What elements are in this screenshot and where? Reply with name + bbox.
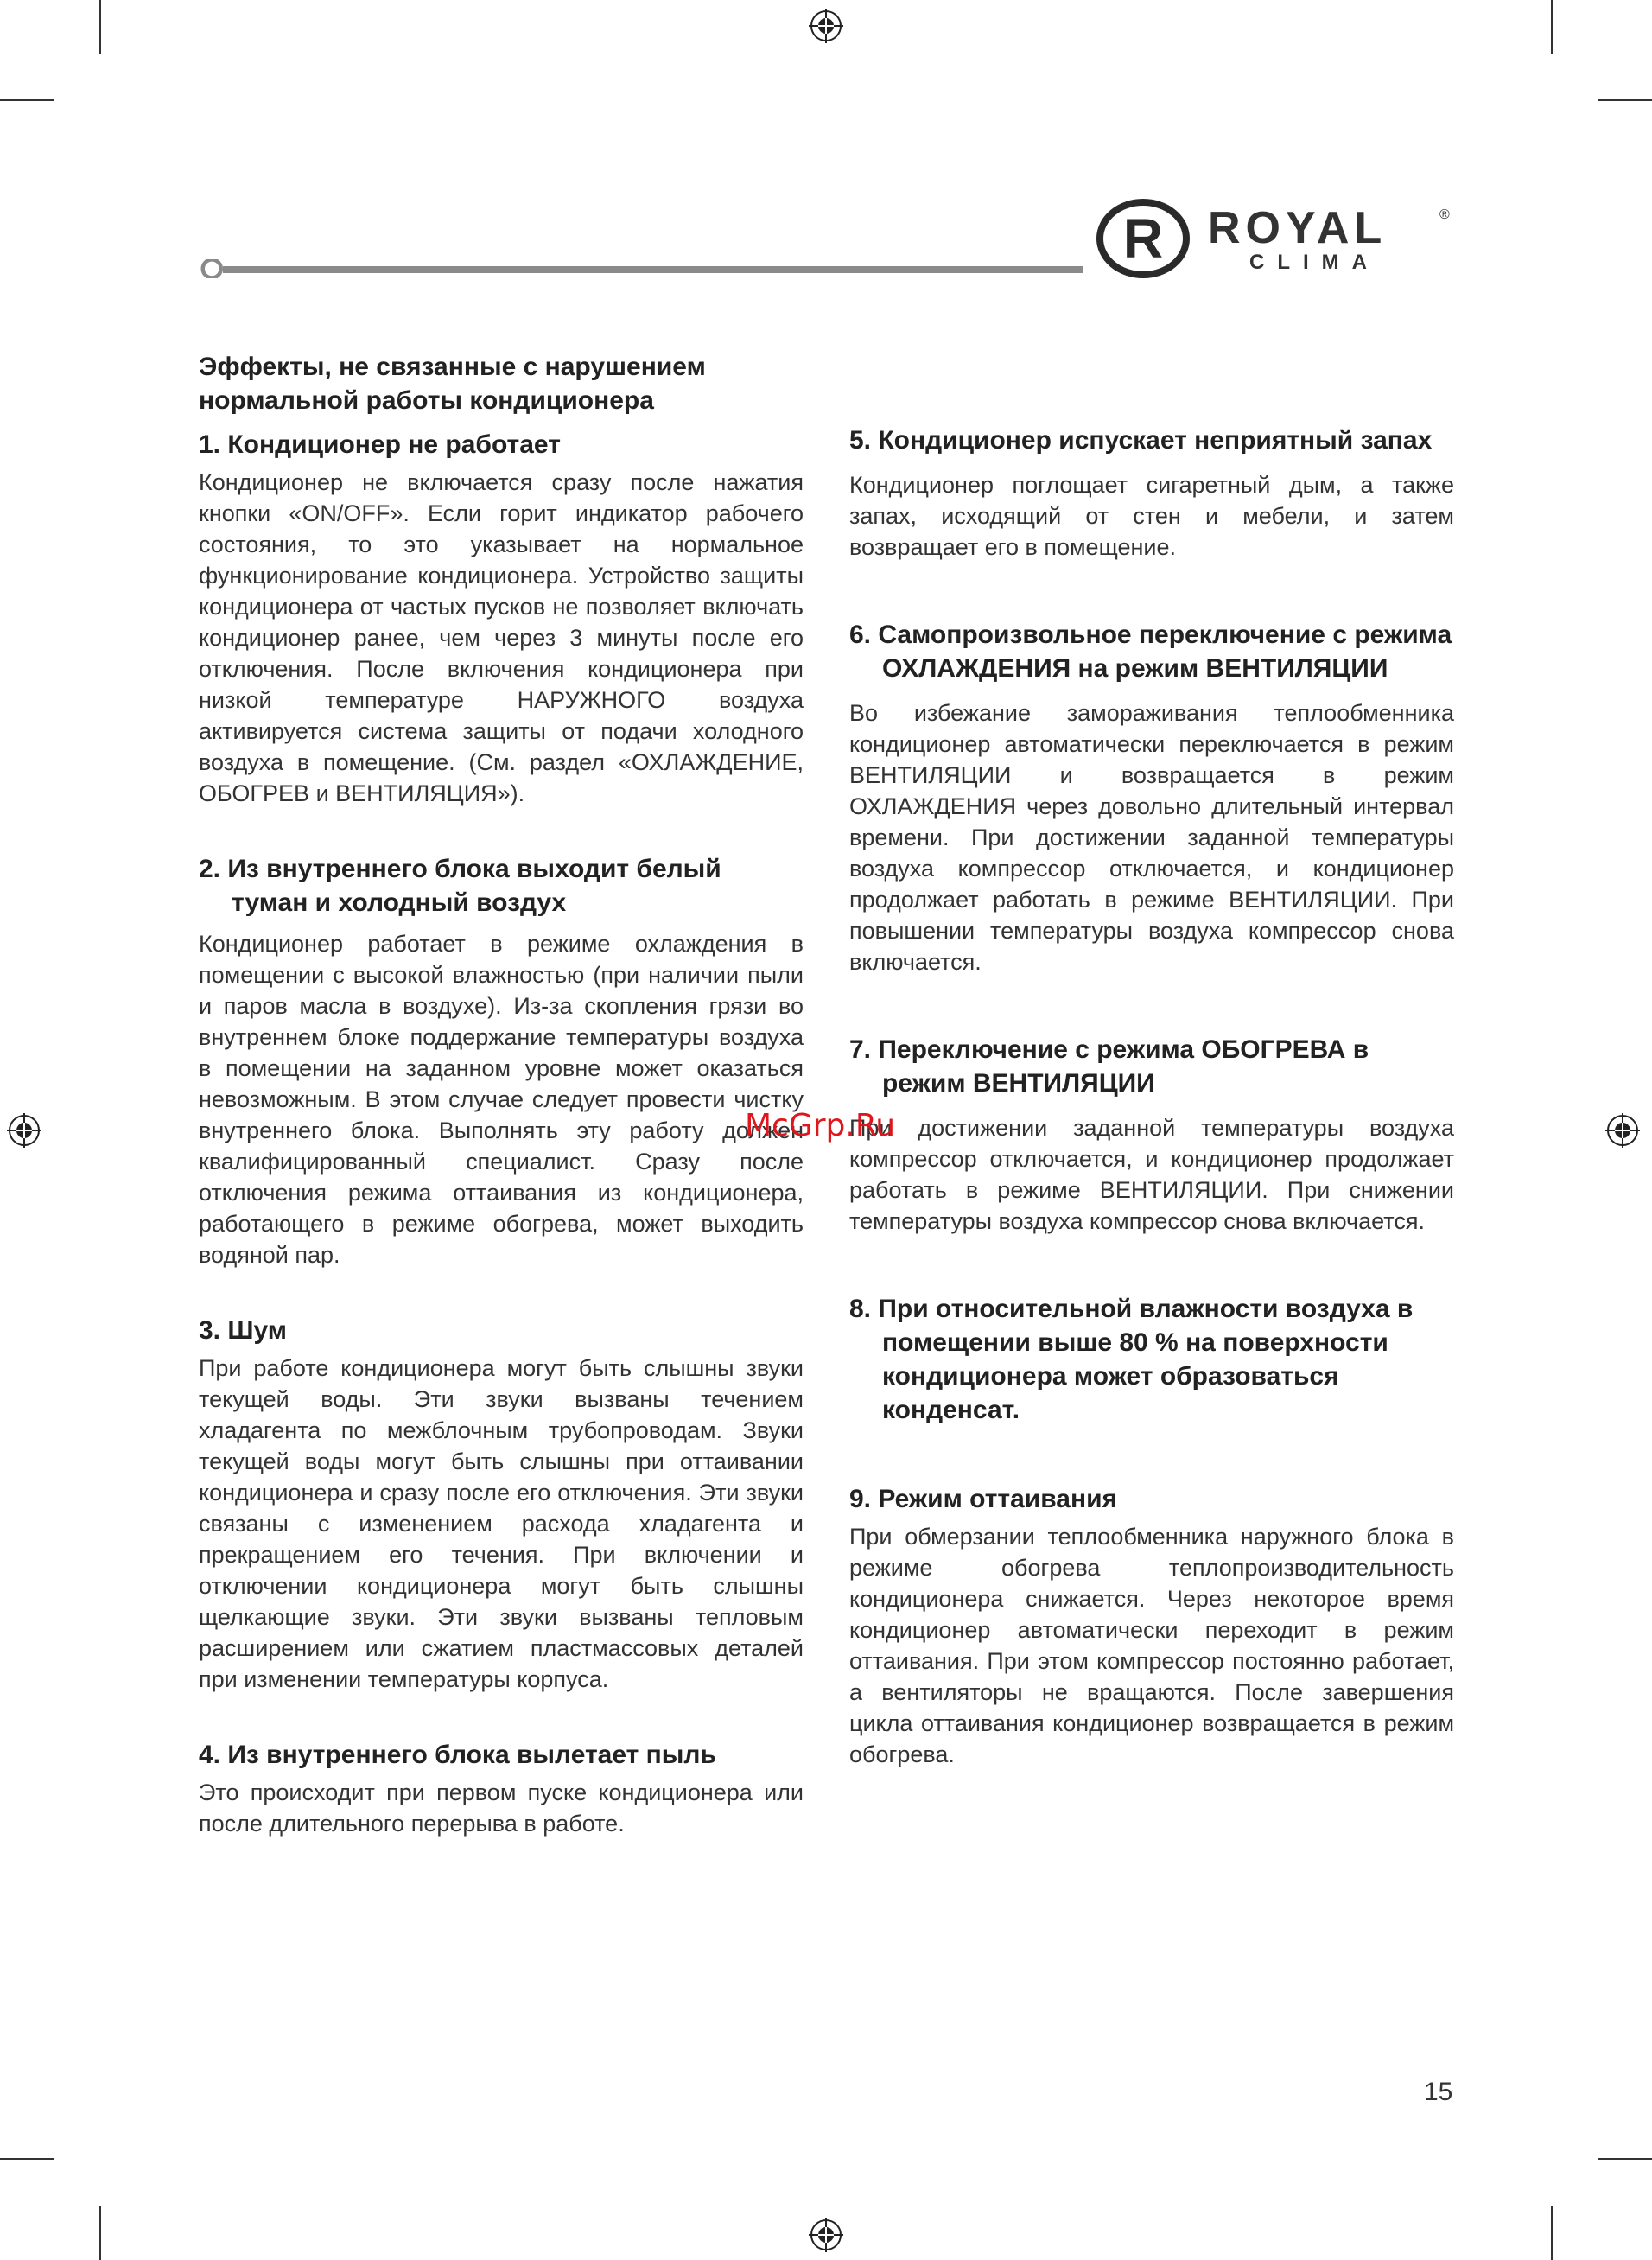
crop-mark — [99, 2206, 101, 2260]
section-9 — [849, 1482, 1454, 1770]
registration-mark-icon — [1605, 1113, 1640, 1148]
brand-registered-mark: ® — [1439, 207, 1450, 222]
registration-mark-icon — [7, 1113, 41, 1148]
registration-mark-icon — [809, 2218, 843, 2252]
left-column — [199, 350, 804, 1886]
section-title: 2. Из внутреннего блока выходит белый туман и холодный воздух — [199, 855, 721, 917]
crop-mark — [1551, 2206, 1553, 2260]
section-title: 8. При относительной влажности воздуха в помещении выше 80 % на поверхности кондиционера может образоваться конденсат. — [849, 1295, 1414, 1424]
crop-mark — [1598, 2158, 1652, 2160]
section-3 — [199, 1314, 804, 1695]
section-title: 1. Кондиционер не работает — [199, 430, 561, 459]
watermark: McGrp.Ru — [745, 1108, 896, 1143]
section-title: 9. Режим оттаивания — [849, 1485, 1118, 1513]
crop-mark — [1598, 99, 1652, 101]
page-number: 15 — [1424, 2078, 1453, 2106]
section-title: 4. Из внутреннего блока вылетает пыль — [199, 1741, 716, 1769]
section-body: Кондиционер не включается сразу после нажатия кнопки «ON/OFF». Если горит индикатор рабочего состояния, то это указывает на нормальное функционирование кондиционера. Устройство защиты кондиционера от частых пусков не позволяет включать кондиционер ранее, чем через 3 минуты после его отключения. После включения кондиционера при низкой температуре НАРУЖНОГО воздуха активируется система защиты от подачи холодного воздуха в помещение. (См. раздел «ОХЛАЖДЕНИЕ, ОБОГРЕВ и ВЕНТИЛЯЦИЯ»). — [199, 469, 804, 806]
section-body: Кондиционер поглощает сигаретный дым, а также запах, исходящий от стен и мебели, и затем возвращает его в помещение. — [849, 472, 1454, 560]
right-column — [849, 423, 1454, 1817]
section-body: Во избежание замораживания теплообменника кондиционер автоматически переключается в режим ВЕНТИЛЯЦИИ и возвращается в режим ОХЛАЖДЕНИЯ через довольно длительный интервал времени. При достижении заданной температуры воздуха компрессор отключается, и кондиционер продолжает работать в режиме ВЕНТИЛЯЦИИ. При повышении температуры воздуха компрессор снова включается. — [849, 700, 1454, 975]
page-title: Эффекты, не связанные с нарушением нормальной работы кондиционера — [199, 353, 706, 415]
section-8 — [849, 1292, 1454, 1427]
brand-name: ROYAL — [1208, 203, 1388, 253]
crop-mark — [0, 99, 54, 101]
registration-mark-icon — [809, 9, 843, 43]
section-title: 5. Кондиционер испускает неприятный запах — [849, 426, 1433, 455]
section-6 — [849, 618, 1454, 977]
crop-mark — [1551, 0, 1553, 54]
crop-mark — [0, 2158, 54, 2160]
emblem-letter: R — [1122, 207, 1164, 270]
header-rule — [197, 259, 1083, 278]
section-1 — [199, 428, 804, 809]
section-body: При работе кондиционера могут быть слышны звуки текущей воды. Эти звуки вызваны течением хладагента по межблочным трубопроводам. Звуки текущей воды могут быть слышны при оттаивании кондиционера и сразу после его отключения. Эти звуки связаны с изменением расхода хладагента и прекращением его течения. При включении и отключении кондиционера могут быть слышны щелкающие звуки. Эти звуки вызваны тепловым расширением или сжатием пластмассовых деталей при изменении температуры корпуса. — [199, 1355, 804, 1692]
section-body: Это происходит при первом пуске кондиционера или после длительного перерыва в работе. — [199, 1779, 804, 1837]
brand-logo — [1096, 197, 1458, 280]
section-4 — [199, 1738, 804, 1839]
section-body: Кондиционер работает в режиме охлаждения в помещении с высокой влажностью (при наличии пыли и паров масла в воздухе). Из-за скопления грязи во внутреннем блоке поддержание температуры воздуха в помещении на заданном уровне может оказаться невозможным. В этом случае следует провести чистку внутреннего блока. Выполнять эту работу должен квалифицированный специалист. Сразу после отключения режима оттаивания из кондиционера, работающего в режиме обогрева, может выходить водяной пар. — [199, 931, 804, 1268]
royal-emblem-icon — [1096, 197, 1191, 280]
section-title: 7. Переключение с режима ОБОГРЕВА в режим ВЕНТИЛЯЦИИ — [849, 1035, 1369, 1098]
section-title: 3. Шум — [199, 1316, 287, 1345]
brand-subtitle: CLIMA — [1249, 251, 1380, 274]
section-body: При достижении заданной температуры воздуха компрессор отключается, и кондиционер продолжает работать в режиме ВЕНТИЛЯЦИИ. При снижении температуры воздуха компрессор снова включается. — [849, 1115, 1454, 1234]
section-2 — [199, 852, 804, 1270]
section-7 — [849, 1033, 1454, 1237]
section-5 — [849, 423, 1454, 563]
crop-mark — [99, 0, 101, 54]
section-body: При обмерзании теплообменника наружного блока в режиме обогрева теплопроизводительность кондиционера снижается. Через некоторое время кондиционер автоматически переходит в режим оттаивания. При этом компрессор постоянно работает, а вентиляторы не вращаются. После завершения цикла оттаивания кондиционер возвращается в режим обогрева. — [849, 1524, 1454, 1767]
section-title: 6. Самопроизвольное переключение с режима ОХЛАЖДЕНИЯ на режим ВЕНТИЛЯЦИИ — [849, 621, 1452, 683]
